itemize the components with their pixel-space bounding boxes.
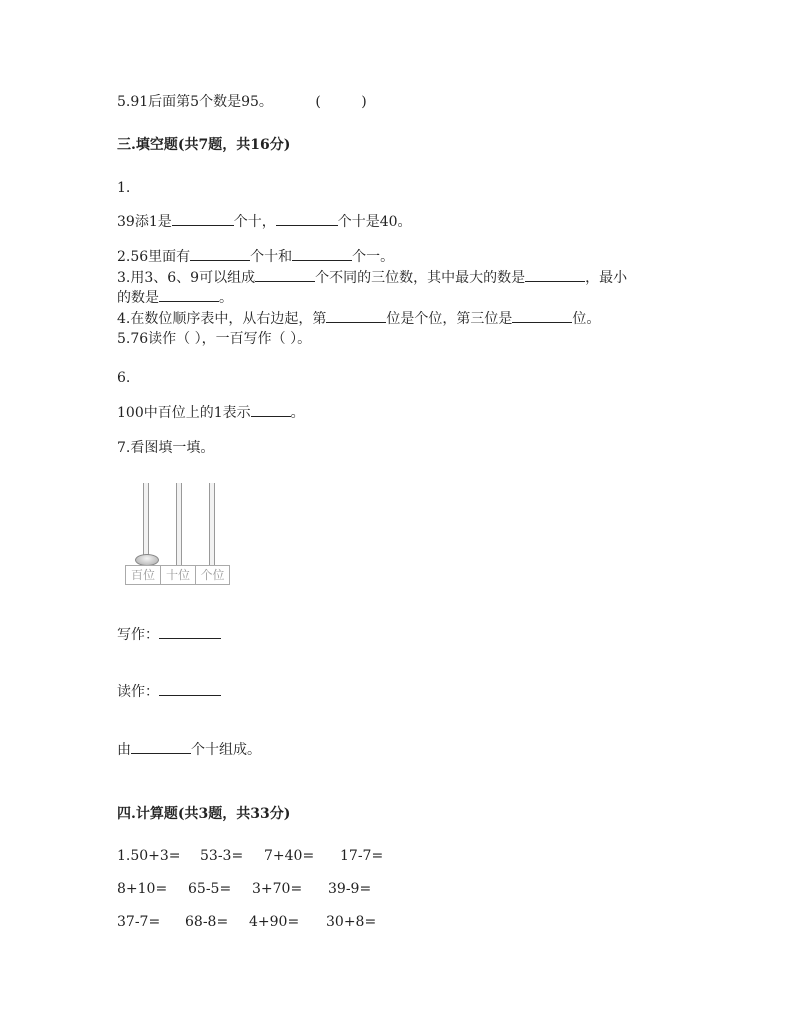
abacus-label-ones: 个位 (195, 565, 230, 585)
calc-item: 37-7= (117, 914, 161, 930)
answer-paren: ( ) (315, 94, 385, 110)
answer-blank[interactable] (159, 626, 221, 639)
abacus-rod-hundreds (143, 483, 149, 565)
calc-item: 65-5= (188, 881, 232, 897)
answer-blank[interactable] (159, 289, 219, 302)
fill-q1-part-b: 个十， (233, 214, 276, 230)
fill-q4 (117, 310, 600, 328)
fill-q2-part-b: 个十和 (250, 249, 293, 265)
answer-blank[interactable] (172, 213, 234, 226)
section-3-title: 三.填空题(共7题，共16分) (117, 137, 291, 153)
answer-blank[interactable] (512, 310, 572, 323)
section-4-title: 四.计算题(共3题，共33分) (117, 806, 291, 822)
calc-item: 3+70= (252, 881, 303, 897)
answer-blank[interactable] (255, 269, 315, 282)
calc-item: 1.50+3= (117, 848, 181, 864)
answer-blank[interactable] (276, 213, 338, 226)
fill-q3-part-d: 的数是 (117, 290, 159, 306)
write-label: 写作： (117, 627, 159, 643)
answer-blank[interactable] (292, 248, 352, 261)
fill-q6-part-b: 。 (290, 405, 305, 421)
abacus-label-hundreds: 百位 (125, 565, 161, 585)
calc-item: 39-9= (328, 881, 372, 897)
answer-blank[interactable] (326, 310, 386, 323)
fill-q5: 5.76读作（ ），一百写作（ ）。 (117, 331, 312, 347)
calc-item: 17-7= (340, 848, 384, 864)
calc-item: 4+90= (249, 914, 300, 930)
abacus-rod-tens (176, 483, 182, 565)
answer-blank[interactable] (251, 404, 291, 417)
prev-question-5-text: 5.91后面第5个数是95。 (117, 94, 273, 110)
calc-item: 53-3= (200, 848, 244, 864)
write-line (117, 626, 221, 644)
fill-q2-part-a: 2.56里面有 (117, 249, 191, 265)
compose-part-b: 个十组成。 (191, 742, 261, 758)
fill-q1-part-c: 个十是40。 (337, 214, 412, 230)
answer-blank[interactable] (159, 683, 221, 696)
fill-q1 (117, 213, 412, 231)
fill-q7: 7.看图填一填。 (117, 440, 215, 456)
read-label: 读作： (117, 684, 159, 700)
fill-q6-part-a: 100中百位上的1表示 (117, 405, 251, 421)
answer-blank[interactable] (525, 269, 585, 282)
compose-part-a: 由 (117, 742, 131, 758)
fill-q3 (117, 269, 627, 287)
compose-line (117, 741, 261, 759)
abacus-figure (125, 483, 229, 583)
fill-q6-number: 6. (117, 370, 131, 386)
fill-q3-part-c: ，最小 (585, 270, 628, 286)
fill-q1-part-a: 39添1是 (117, 214, 172, 230)
fill-q3-cont (117, 289, 233, 307)
read-line (117, 683, 221, 701)
abacus-label-tens: 十位 (160, 565, 196, 585)
fill-q4-part-b: 位是个位，第三位是 (386, 311, 513, 327)
fill-q6 (117, 404, 305, 422)
calc-item: 68-8= (185, 914, 229, 930)
fill-q2-part-c: 个一。 (352, 249, 395, 265)
fill-q2 (117, 248, 394, 266)
fill-q3-part-b: 个不同的三位数，其中最大的数是 (315, 270, 526, 286)
prev-question-5 (117, 93, 385, 111)
fill-q3-part-e: 。 (219, 290, 233, 306)
fill-q1-number: 1. (117, 180, 131, 196)
fill-q4-part-c: 位。 (572, 311, 601, 327)
fill-q4-part-a: 4.在数位顺序表中，从右边起，第 (117, 311, 327, 327)
calc-item: 7+40= (264, 848, 315, 864)
answer-blank[interactable] (131, 741, 191, 754)
abacus-rod-ones (209, 483, 215, 565)
calc-item: 8+10= (117, 881, 168, 897)
fill-q3-part-a: 3.用3、6、9可以组成 (117, 270, 256, 286)
calc-item: 30+8= (326, 914, 377, 930)
answer-blank[interactable] (190, 248, 250, 261)
